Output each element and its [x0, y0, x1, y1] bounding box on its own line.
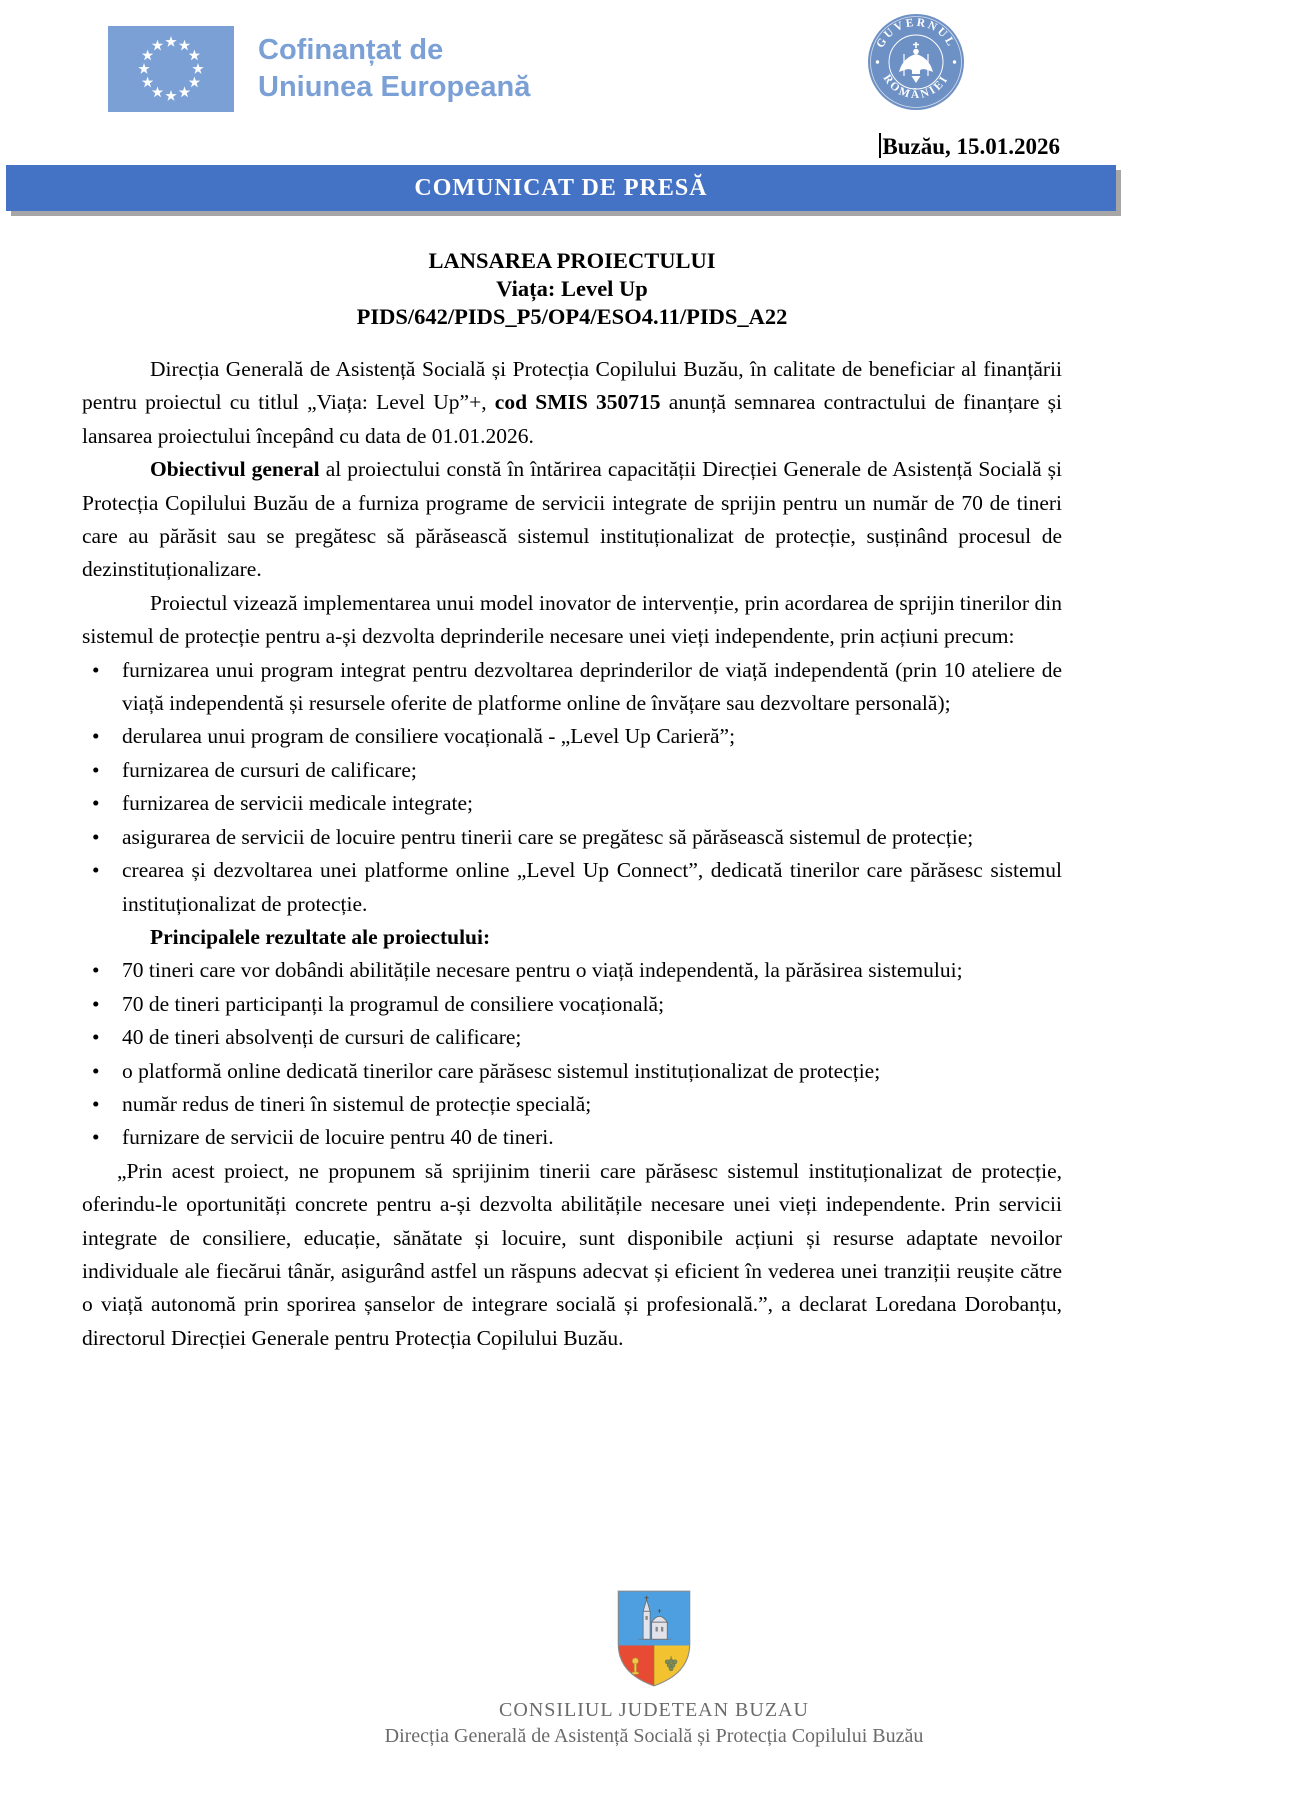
list-item: • furnizarea de cursuri de calificare;	[82, 754, 1062, 787]
seal-bottom-text: ROMÂNIEI	[880, 72, 952, 102]
smis-code: cod SMIS 350715	[494, 390, 661, 415]
list-item: • furnizarea de servicii medicale integrate;	[82, 787, 1062, 820]
paragraph-text: Direcția Generală de Asistență Socială și Protecția Copilului Buzău, în calitate de beneficiar al finanțării pentru proiectul cu titlul „Viața: Level Up”+,	[82, 357, 1062, 415]
eu-label-line1: Cofinanțat de	[258, 34, 444, 66]
buzau-coat-of-arms-icon	[615, 1588, 693, 1689]
eu-label-line2: Uniunea Europeană	[258, 71, 531, 103]
banner-title: COMUNICAT DE PRESĂ	[414, 174, 708, 201]
director-quote: „Prin acest proiect, ne propunem să sprijinim tinerii care părăsesc sistemul instituționalizat de protecție, oferindu-le oportunități concrete pentru a-și dezvolta abilitățile necesare unei vieți independente. Prin servicii integrate de consiliere, educație, sănătate și locuire, sunt disponibile acțiuni și resurse adaptate nevoilor individuale ale fiecărui tânăr, asigurând astfel un răspuns adecvat și eficient în vederea unei tranziții reușite către o viață autonomă prin sporirea șanselor de integrare socială și profesională.”, a declarat Loredana Dorobanțu, directorul Direcției Generale pentru Protecția Copilului Buzău.	[82, 1158, 1062, 1350]
project-name: Viața: Level Up	[496, 276, 648, 301]
project-code: PIDS/642/PIDS_P5/OP4/ESO4.11/PIDS_A22	[356, 304, 788, 329]
document-footer	[0, 1588, 1308, 1749]
document-body	[82, 353, 1062, 1355]
paragraph-model: Proiectul vizează implementarea unui model inovator de intervenție, prin acordarea de sprijin tinerilor din sistemul de protecție pentru a-și dezvolta deprinderile necesare unei vieți independente, prin acțiuni precum:	[82, 590, 1062, 649]
seal-top-text: GUVERNUL	[874, 16, 958, 51]
romanian-government-seal-icon	[866, 12, 966, 117]
list-item: • 70 tineri care vor dobândi abilitățile necesare pentru o viață independentă, la părăsirea sistemului;	[82, 954, 1062, 987]
objective-label: Obiectivul general	[150, 457, 320, 482]
results-list	[82, 954, 1062, 1154]
actions-list	[82, 654, 1062, 921]
footer-org-secondary: Direcția Generală de Asistență Socială și Protecția Copilului Buzău	[384, 1725, 924, 1747]
list-item: • derularea unui program de consiliere vocațională - „Level Up Carieră”;	[82, 720, 1062, 753]
title-block	[82, 247, 1062, 331]
list-item: • crearea și dezvoltarea unei platforme online „Level Up Connect”, dedicată tinerilor care părăsesc sistemul instituționalizat de protecție.	[82, 854, 1062, 921]
press-release-banner	[6, 165, 1116, 211]
list-item: • furnizare de servicii de locuire pentru 40 de tineri.	[82, 1121, 1062, 1154]
list-item: • furnizarea unui program integrat pentru dezvoltarea deprinderilor de viață independentă (prin 10 ateliere de viață independentă și resursele oferite de platforme online de învățare sau dezvoltare personală);	[82, 654, 1062, 721]
eu-flag-icon	[108, 26, 234, 112]
paragraph-text: anunță semnarea contractului de finanțare și lansarea proiectului începând cu data de 01.01.2026.	[82, 390, 1062, 448]
dateline-text: Buzău, 15.01.2026	[882, 134, 1060, 159]
list-item: • o platformă online dedicată tinerilor care părăsesc sistemul instituționalizat de protecție;	[82, 1055, 1062, 1088]
eu-cofinanced-logo	[108, 26, 530, 112]
paragraph-objective	[82, 453, 1062, 587]
project-launch-title: LANSAREA PROIECTULUI	[428, 248, 716, 273]
list-item: • 40 de tineri absolvenți de cursuri de calificare;	[82, 1021, 1062, 1054]
list-item: • asigurarea de servicii de locuire pentru tinerii care se pregătesc să părăsească sistemul de protecție;	[82, 821, 1062, 854]
paragraph-announcement	[82, 353, 1062, 453]
document-header	[0, 0, 1308, 128]
eu-cofinanced-label	[258, 32, 530, 106]
dateline	[0, 132, 1308, 162]
footer-org-primary: CONSILIUL JUDETEAN BUZAU	[499, 1699, 809, 1721]
results-heading: Principalele rezultate ale proiectului:	[150, 924, 491, 949]
paragraph-text: al proiectului constă în întărirea capacității Direcției Generale de Asistență Socială și Protecția Copilului Buzău de a furniza programe de servicii integrate de sprijin pentru un număr de 70 de tineri care au părăsit sau se pregătesc să părăsească sistemul instituționalizat de protecție, susținând procesul de dezinstituționalizare.	[82, 457, 1062, 582]
list-item: • număr redus de tineri în sistemul de protecție specială;	[82, 1088, 1062, 1121]
list-item: • 70 de tineri participanți la programul de consiliere vocațională;	[82, 988, 1062, 1021]
